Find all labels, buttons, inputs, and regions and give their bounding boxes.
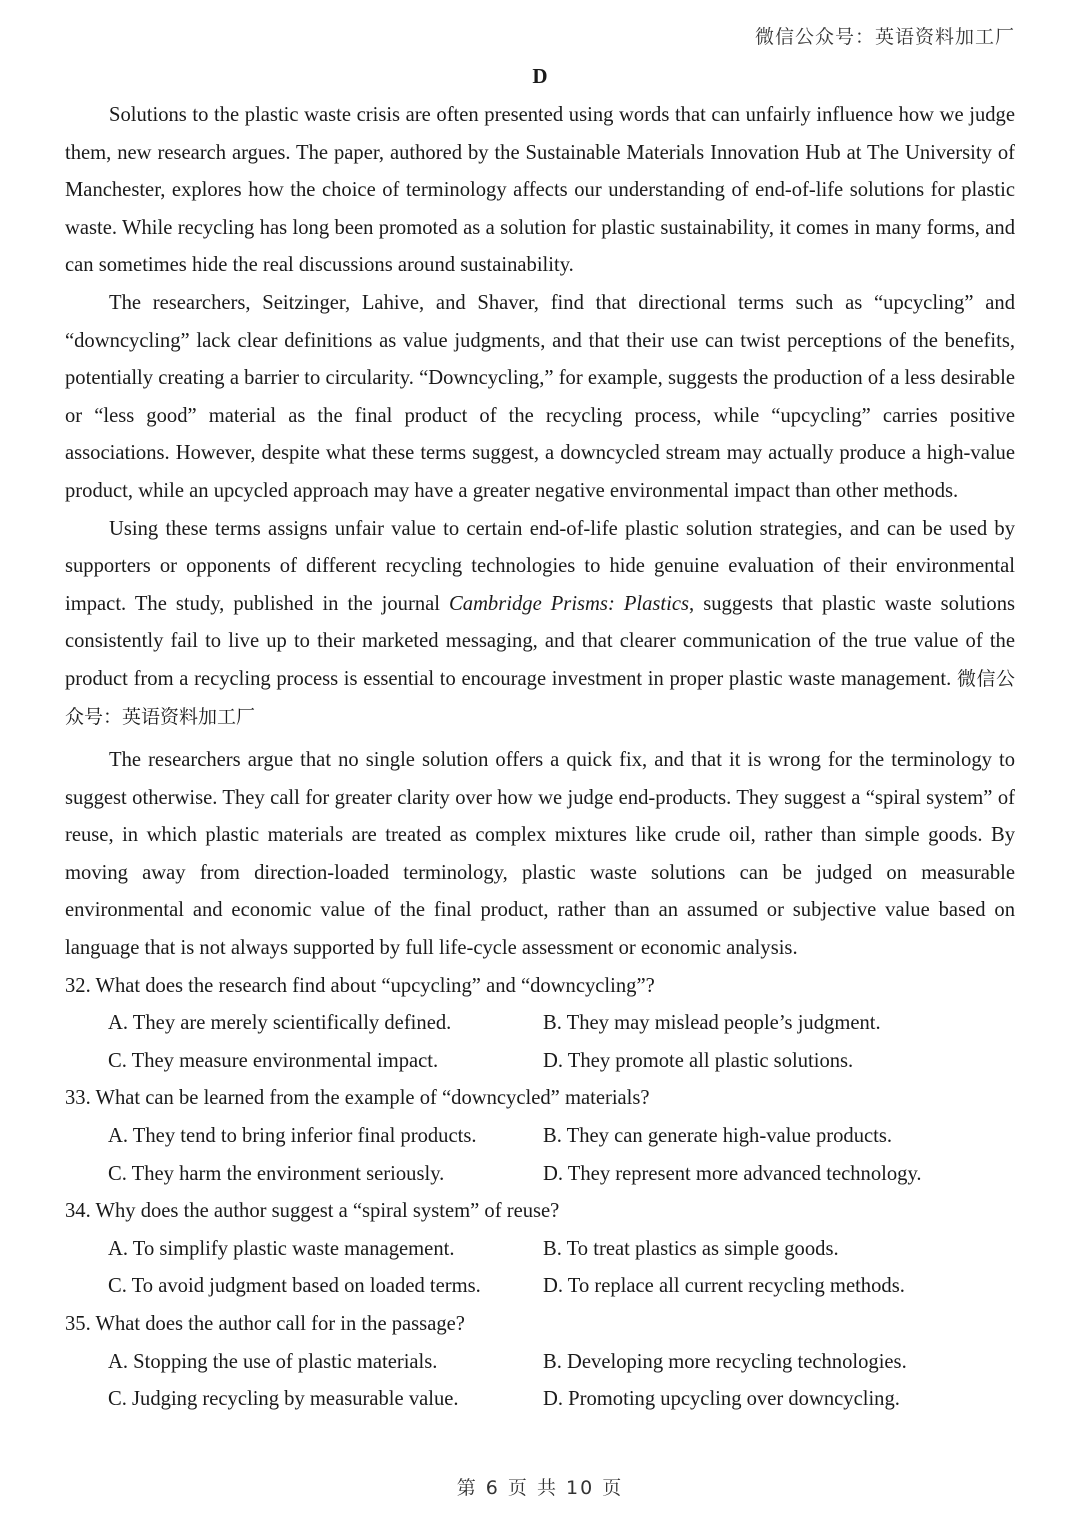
option-a: A. Stopping the use of plastic materials. <box>108 1350 438 1373</box>
option-b: B. To treat plastics as simple goods. <box>543 1237 839 1260</box>
option-a: A. To simplify plastic waste management. <box>108 1237 455 1260</box>
option-d: D. They represent more advanced technology. <box>543 1162 922 1185</box>
option-d: D. Promoting upcycling over downcycling. <box>543 1388 900 1411</box>
option-d: D. To replace all current recycling methods. <box>543 1275 905 1298</box>
page-number: 第 6 页 共 10 页 <box>456 1477 624 1499</box>
question-stem: 32. What does the research find about “upcycling” and “downcycling”? <box>65 974 655 997</box>
header-watermark: 微信公众号：英语资料加工厂 <box>754 27 1015 48</box>
paragraph-2: The researchers, Seitzinger, Lahive, and Shaver, find that directional terms such as “upcycling” and “downcycling” lack clear definitions as value judgments, and that their use can twist perceptions of the benefits, potentially creating a barrier to circularity. “Downcycling,” for example, suggests the production of a less desirable or “less good” material as the final product of the recycling process, while “upcycling” carries positive associations. However, despite what these terms suggest, a downcycled stream may actually produce a high-value product, while an upcycled approach may have a greater negative environmental impact than other methods. <box>65 291 1015 502</box>
option-a: A. They are merely scientifically defined. <box>108 1012 452 1035</box>
paragraph-4: The researchers argue that no single solution offers a quick fix, and that it is wrong for the terminology to suggest otherwise. They call for greater clarity over how we judge end-products. They suggest a “spiral system” of reuse, in which plastic materials are treated as complex mixtures like crude oil, rather than simple goods. By moving away from direction-loaded terminology, plastic waste solutions can be judged on measurable environmental and economic value of the final product, rather than an assumed or subjective value based on language that is not always supported by full life-cycle assessment or economic analysis. <box>65 749 1015 960</box>
option-c: C. They harm the environment seriously. <box>108 1162 445 1185</box>
option-d: D. They promote all plastic solutions. <box>543 1049 854 1072</box>
paragraph-3-text-b: , suggests that plastic waste solutions consistently fail to live up to their marketed messaging, and that clearer communication of the true value of the product from a recycling process is essential to encourage investment in proper plastic waste management. <box>65 592 1016 690</box>
option-c: C. To avoid judgment based on loaded terms. <box>108 1275 481 1298</box>
option-c: C. They measure environmental impact. <box>108 1049 439 1072</box>
section-title: D <box>532 64 548 88</box>
question-stem: 33. What can be learned from the example of “downcycled” materials? <box>65 1087 650 1110</box>
journal-name: Cambridge Prisms: Plastics <box>449 592 690 615</box>
option-c: C. Judging recycling by measurable value. <box>108 1388 459 1411</box>
question-32 <box>65 968 1015 1081</box>
document-body <box>65 97 1015 1419</box>
inline-watermark: 微信公众号：英语资料加工厂 <box>65 667 1015 728</box>
option-a: A. They tend to bring inferior final products. <box>108 1125 477 1148</box>
question-stem: 34. Why does the author suggest a “spiral system” of reuse? <box>65 1200 560 1223</box>
paragraph-3-text-a: Using these terms assigns unfair value to certain end-of-life plastic solution strategies, and can be used by supporters or opponents of different recycling technologies to hide genuine evaluation of their environmental impact. The study, published in the journal <box>65 517 1015 615</box>
question-33 <box>65 1080 1015 1193</box>
option-b: B. They can generate high-value products. <box>543 1125 893 1148</box>
question-35 <box>65 1306 1015 1419</box>
option-b: B. They may mislead people’s judgment. <box>543 1012 881 1035</box>
option-b: B. Developing more recycling technologies. <box>543 1350 907 1373</box>
question-34 <box>65 1193 1015 1306</box>
paragraph-1: Solutions to the plastic waste crisis are often presented using words that can unfairly influence how we judge them, new research argues. The paper, authored by the Sustainable Materials Innovation Hub at The University of Manchester, explores how the choice of terminology affects our understanding of end-of-life solutions for plastic waste. While recycling has long been promoted as a solution for plastic sustainability, it comes in many forms, and can sometimes hide the real discussions around sustainability. <box>65 104 1015 277</box>
paragraph-3 <box>65 511 1015 737</box>
question-stem: 35. What does the author call for in the passage? <box>65 1313 465 1335</box>
